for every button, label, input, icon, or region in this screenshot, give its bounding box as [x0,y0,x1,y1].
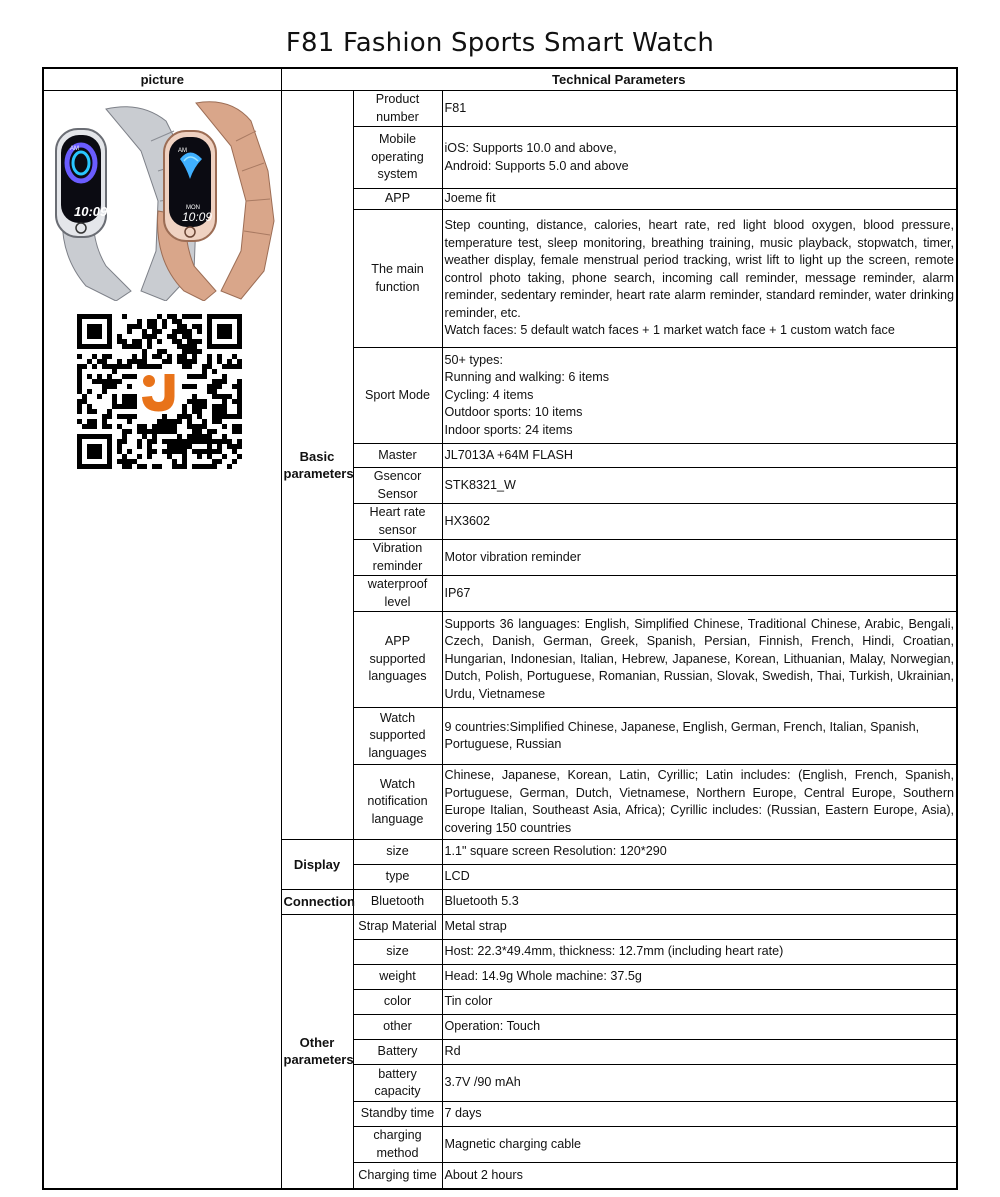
left-watch-ampm: AM [70,146,79,152]
param-label: Battery [353,1040,442,1065]
param-label: The main function [353,210,442,348]
param-value: F81 [442,91,957,127]
param-label: Watch notification language [353,765,442,840]
param-value: Magnetic charging cable [442,1127,957,1163]
param-label: Mobile operating system [353,127,442,189]
param-value: Step counting, distance, calories, heart rate, red light blood oxygen, blood pressure, temperature test, sleep monitoring, breathing training, music playback, stopwatch, timer, weather display, female menstrual period tracking, wrist lift to light up the screen, remote control photo taking, phone search, incoming call reminder, message reminder, alarm reminder, sedentary reminder, heart rate alarm reminder, standard reminder, water drinking reminder, etc. Watch faces: 5 default watch faces + 1 market watch face + 1 custom watch face [442,210,957,348]
param-value: Operation: Touch [442,1015,957,1040]
param-label: Heart rate sensor [353,504,442,540]
param-value: STK8321_W [442,468,957,504]
page-title: F81 Fashion Sports Smart Watch [285,28,715,58]
table-row [43,91,957,127]
param-label: Vibration reminder [353,540,442,576]
param-label: APP [353,189,442,210]
param-label: charging method [353,1127,442,1163]
group-other: Other parameters [281,915,353,1189]
spec-table [42,67,958,1190]
group-basic: Basic parameters [281,91,353,840]
param-value: Chinese, Japanese, Korean, Latin, Cyrillic; Latin includes: (English, French, Spanish, Portuguese, German, Dutch, Vietnamese, Northern Europe, Central Europe, Southern Europe Italian, Southeast Asia, Africa); Cyrillic includes: (Russian, Eastern Europe, Asia), covering 150 countries [442,765,957,840]
param-label: Gsencor Sensor [353,468,442,504]
left-watch-time: 10:09 [74,204,108,219]
param-label: Charging time [353,1163,442,1189]
right-watch-ampm: AM [178,148,187,154]
param-value: 1.1" square screen Resolution: 120*290 [442,840,957,865]
product-image [46,101,280,301]
param-label: Bluetooth [353,890,442,915]
param-value: 3.7V /90 mAh [442,1065,957,1102]
param-label: other [353,1015,442,1040]
smartwatch-pair-icon [46,101,280,301]
param-label: APP supported languages [353,612,442,708]
param-value: JL7013A +64M FLASH [442,444,957,468]
param-label: weight [353,965,442,990]
param-value: 9 countries:Simplified Chinese, Japanese, English, German, French, Italian, Spanish, Portuguese, Russian [442,708,957,765]
param-value: Rd [442,1040,957,1065]
param-value: iOS: Supports 10.0 and above, Android: Supports 5.0 and above [442,127,957,189]
param-value: 7 days [442,1102,957,1127]
param-value: Bluetooth 5.3 [442,890,957,915]
param-label: Sport Mode [353,348,442,444]
group-display: Display [281,840,353,890]
right-watch-time: 10:09 [182,210,213,224]
picture-header: picture [43,68,281,91]
param-label: color [353,990,442,1015]
param-value: HX3602 [442,504,957,540]
param-value: Host: 22.3*49.4mm, thickness: 12.7mm (including heart rate) [442,940,957,965]
param-label: Watch supported languages [353,708,442,765]
param-value: Supports 36 languages: English, Simplified Chinese, Traditional Chinese, Arabic, Bengali, Czech, Danish, German, Greek, Spanish, Persian, Finnish, French, Hindi, Croatian, Hungarian, Indonesian, Italian, Hebrew, Japanese, Korean, Lithuanian, Malay, Norwegian, Dutch, Polish, Portuguese, Romanian, Russian, Slovak, Swedish, Thai, Turkish, Ukrainian, Urdu, Vietnamese [442,612,957,708]
param-label: battery capacity [353,1065,442,1102]
param-value: 50+ types: Running and walking: 6 items Cycling: 4 items Outdoor sports: 10 items Indoor sports: 24 items [442,348,957,444]
picture-cell [43,91,281,1189]
param-label: Strap Material [353,915,442,940]
param-label: Product number [353,91,442,127]
param-value: Tin color [442,990,957,1015]
param-value: Joeme fit [442,189,957,210]
right-watch-day: MON [186,205,200,211]
param-value: About 2 hours [442,1163,957,1189]
param-value: Motor vibration reminder [442,540,957,576]
qr-code [77,313,242,470]
param-value: LCD [442,865,957,890]
param-label: size [353,940,442,965]
rose-gold-watch [158,102,274,301]
param-value: Metal strap [442,915,957,940]
group-connection: Connection [281,890,353,915]
param-value: IP67 [442,576,957,612]
param-label: type [353,865,442,890]
technical-parameters-header: Technical Parameters [281,68,957,91]
param-value: Head: 14.9g Whole machine: 37.5g [442,965,957,990]
param-label: Master [353,444,442,468]
param-label: Standby time [353,1102,442,1127]
param-label: size [353,840,442,865]
param-label: waterproof level [353,576,442,612]
qr-code-icon [77,313,242,470]
